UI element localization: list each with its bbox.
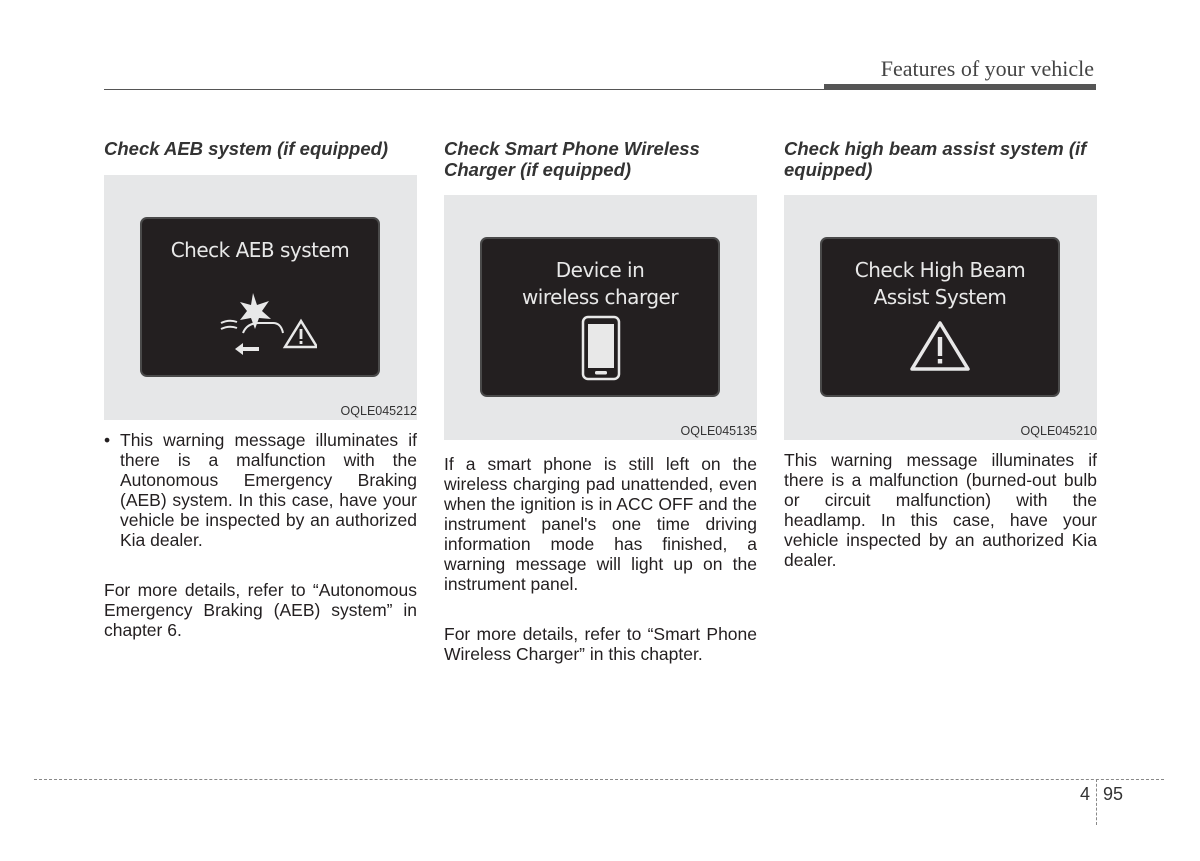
cluster-screen: [480, 237, 720, 397]
cluster-screen: [140, 217, 380, 377]
description-paragraph: This warning message illuminates if there is a malfunction (burned-out bulb or circuit malfunction) with the headlamp. In this case, have your vehicle inspected by an authorized Kia dealer.: [784, 450, 1097, 570]
screen-message: [822, 257, 1058, 311]
header-rule-thick: [824, 84, 1096, 90]
screen-line: Check High Beam: [854, 258, 1026, 282]
figure-code: OQLE045210: [1020, 424, 1097, 438]
figure-code: OQLE045212: [340, 404, 417, 418]
header-title: Features of your vehicle: [880, 56, 1094, 81]
section-check-aeb: [104, 138, 417, 640]
description-paragraph: If a smart phone is still left on the wireless charging pad unattended, even when the ignition is in ACC OFF and the instrument panel's one time driving information mode has finished, a warning message will light up on the instrument panel.: [444, 454, 757, 594]
header-rule: [104, 89, 824, 90]
footer-rule: [34, 779, 1164, 780]
screen-line: Assist System: [873, 285, 1007, 309]
reference-paragraph: For more details, refer to “Smart Phone Wireless Charger” in this chapter.: [444, 624, 757, 664]
screen-message: Check AEB system: [170, 238, 350, 262]
screen-line: Device in: [555, 258, 645, 282]
bullet-text: This warning message illuminates if there is a malfunction with the Autonomous Emergency Braking (AEB) system. In this case, have your vehicle be inspected by an authorized Kia dealer.: [120, 430, 417, 550]
cluster-screen: [820, 237, 1060, 397]
section-wireless-charger: [444, 138, 757, 664]
footer-divider: [1096, 779, 1097, 825]
section-title: Check AEB system (if equipped): [104, 138, 389, 159]
bullet-item: [104, 430, 417, 550]
bullet-mark: •: [104, 430, 111, 450]
smartphone-icon: [581, 315, 621, 381]
chapter-number: 4: [1080, 784, 1091, 804]
screen-message: [482, 257, 718, 311]
figure-code: OQLE045135: [680, 424, 757, 438]
warning-triangle-icon: [908, 319, 972, 373]
reference-paragraph: For more details, refer to “Autonomous Emergency Braking (AEB) system” in chapter 6.: [104, 580, 417, 640]
section-title: Check Smart Phone Wireless Charger (if equipped): [444, 138, 700, 180]
section-title: Check high beam assist system (if equipped): [784, 138, 1087, 180]
figure-wireless-charger: [444, 195, 757, 440]
aeb-collision-icon: [207, 289, 317, 359]
screen-line: wireless charger: [521, 285, 679, 309]
figure-high-beam-assist: [784, 195, 1097, 440]
page-number: 95: [1103, 784, 1124, 804]
section-high-beam-assist: [784, 138, 1097, 570]
figure-aeb: [104, 175, 417, 420]
